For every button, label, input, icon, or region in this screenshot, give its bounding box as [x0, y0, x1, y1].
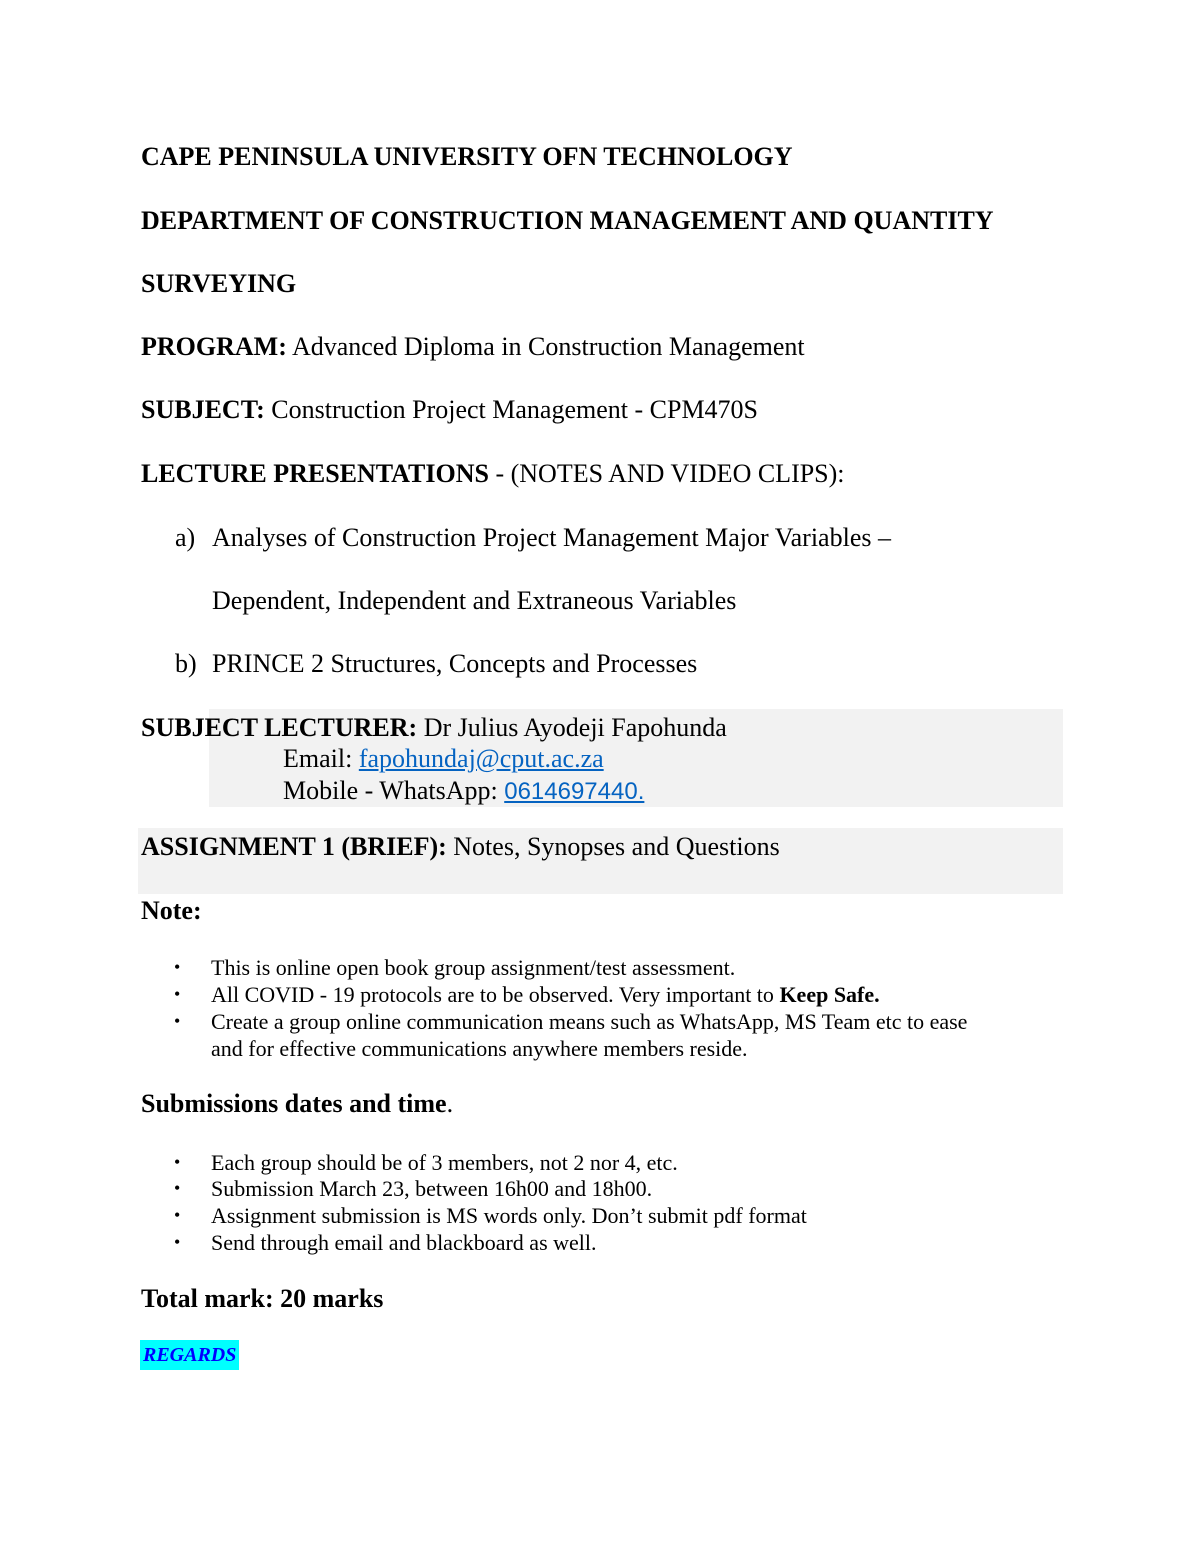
department-title-line2: SURVEYING: [141, 269, 297, 298]
submission-bullet-4: Send through email and blackboard as well.: [211, 1230, 597, 1255]
note-bullet-1: This is online open book group assignment/test assessment.: [211, 955, 736, 980]
department-title-line1: DEPARTMENT OF CONSTRUCTION MANAGEMENT AND QUANTITY: [141, 206, 994, 235]
note-bullet-3-line2: and for effective communications anywhere members reside.: [211, 1036, 748, 1061]
bullet-icon: •: [174, 1011, 181, 1031]
note-bullet-2-emphasis: Keep Safe.: [779, 982, 880, 1007]
note-heading: Note:: [141, 896, 202, 925]
lecturer-email-label: Email:: [283, 744, 353, 773]
lecturer-email-link[interactable]: fapohundaj@cput.ac.za: [358, 744, 604, 773]
submissions-heading-line: [141, 1089, 453, 1119]
lecture-presentations-suffix: - (NOTES AND VIDEO CLIPS):: [495, 459, 845, 488]
note-bullet-2: [211, 981, 880, 1008]
lecture-item-b-line1: PRINCE 2 Structures, Concepts and Processes: [212, 649, 698, 678]
lecture-presentations-line: [141, 459, 845, 489]
lecture-item-a-marker: a): [175, 523, 196, 552]
bullet-icon: •: [174, 1152, 181, 1172]
program-value: Advanced Diploma in Construction Management: [291, 332, 805, 361]
subject-line: [141, 395, 758, 425]
lecturer-mobile-line: [283, 776, 644, 807]
submissions-heading: Submissions dates and time: [141, 1089, 447, 1118]
bullet-icon: •: [174, 1232, 181, 1252]
bullet-icon: •: [174, 1205, 181, 1225]
subject-label: SUBJECT:: [141, 395, 265, 424]
submission-bullet-3: Assignment submission is MS words only. Don’t submit pdf format: [211, 1203, 807, 1228]
program-line: [141, 332, 805, 362]
submissions-heading-end: .: [446, 1089, 454, 1118]
lecturer-line: [141, 713, 727, 743]
total-mark: Total mark: 20 marks: [141, 1284, 384, 1313]
lecturer-email-line: [283, 744, 604, 774]
lecturer-label: SUBJECT LECTURER:: [141, 713, 418, 742]
bullet-icon: •: [174, 957, 181, 977]
program-label: PROGRAM:: [141, 332, 287, 361]
bullet-icon: •: [174, 984, 181, 1004]
lecture-item-a-line2: Dependent, Independent and Extraneous Variables: [212, 586, 737, 615]
lecture-item-b-marker: b): [175, 649, 197, 678]
subject-value: Construction Project Management - CPM470S: [271, 395, 759, 424]
lecturer-mobile-link[interactable]: 0614697440.: [504, 778, 645, 805]
assignment-label: ASSIGNMENT 1 (BRIEF):: [141, 832, 447, 861]
lecturer-mobile-label: Mobile - WhatsApp:: [283, 776, 498, 805]
lecture-presentations-label: LECTURE PRESENTATIONS: [141, 459, 489, 488]
lecturer-name: Dr Julius Ayodeji Fapohunda: [423, 713, 727, 742]
lecture-item-a-line1: Analyses of Construction Project Management Major Variables –: [212, 523, 891, 552]
note-bullet-2-text: All COVID - 19 protocols are to be observed. Very important to: [211, 982, 774, 1007]
note-bullet-3-line1: Create a group online communication means such as WhatsApp, MS Team etc to ease: [211, 1009, 968, 1034]
bullet-icon: •: [174, 1178, 181, 1198]
submission-bullet-1: Each group should be of 3 members, not 2 nor 4, etc.: [211, 1150, 678, 1175]
submission-bullet-2: Submission March 23, between 16h00 and 18h00.: [211, 1176, 653, 1201]
university-title: CAPE PENINSULA UNIVERSITY OFN TECHNOLOGY: [141, 142, 793, 171]
regards-highlight: REGARDS: [140, 1340, 239, 1370]
assignment-line: [141, 832, 780, 862]
assignment-value: Notes, Synopses and Questions: [453, 832, 780, 861]
